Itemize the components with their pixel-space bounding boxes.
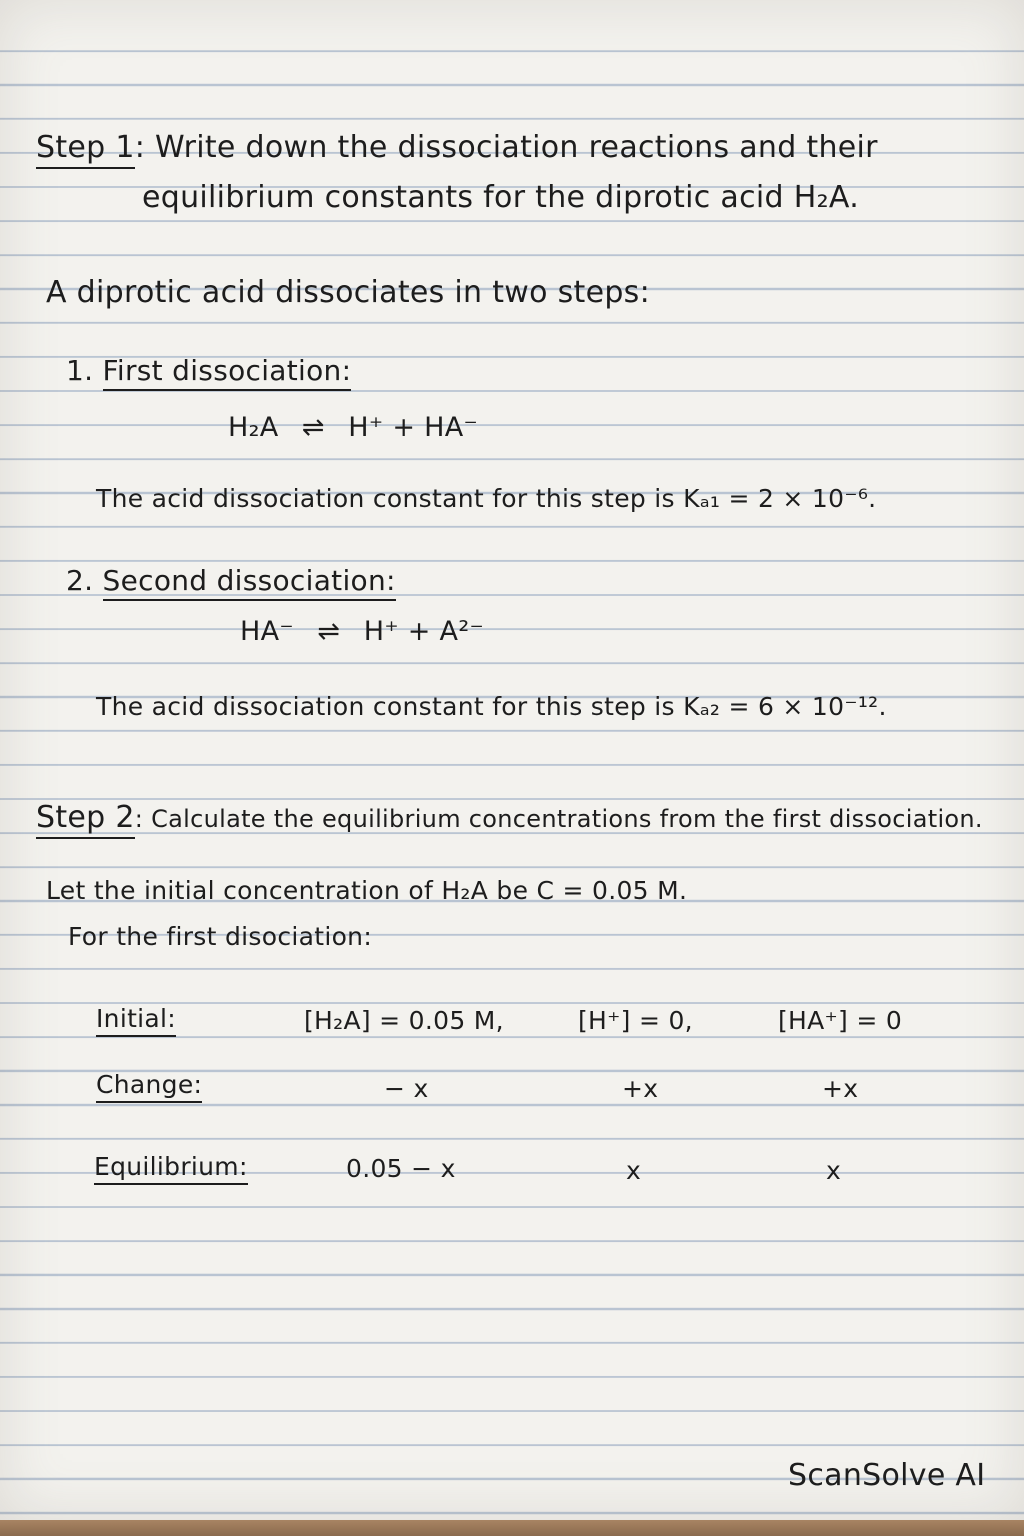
step1-title-line1: Write down the dissociation reactions and their [154,130,878,165]
first-reaction-left: H₂A [228,412,279,443]
first-heading-label: First dissociation: [103,354,352,391]
ice-change-h: +x [622,1074,659,1103]
intro-text: A diprotic acid dissociates in two steps: [46,275,651,310]
first-reaction [228,412,478,443]
step2-title: Calculate the equilibrium concentrations from the first dissociation. [151,805,983,833]
first-number: 1. [66,354,94,387]
step2-label: Step 2 [36,800,135,839]
for-line: For the first disociation: [68,922,373,951]
ice-change-ha: +x [822,1074,859,1103]
let-line: Let the initial concentration of H₂A be C = 0.05 M. [46,876,688,905]
second-reaction-right: H⁺ + A²⁻ [363,616,485,647]
ice-initial-ha: [HA⁺] = 0 [778,1006,903,1035]
step1-title-line2: equilibrium constants for the diprotic acid H₂A. [142,180,860,215]
step1-label: Step 1 [36,130,135,169]
ice-label-initial: Initial: [96,1004,176,1037]
equilibrium-arrow-icon: ⇌ [317,616,341,647]
first-dissociation-heading [66,354,351,387]
desk-surface [0,1520,1024,1536]
ice-label-equilibrium: Equilibrium: [94,1152,248,1185]
second-heading-label: Second dissociation: [103,564,396,601]
second-reaction-left: HA⁻ [240,616,294,647]
ice-initial-h2a: [H₂A] = 0.05 M, [304,1006,504,1035]
ice-equilibrium-h2a: 0.05 − x [346,1154,456,1183]
second-reaction [240,616,484,647]
equilibrium-arrow-icon: ⇌ [301,412,325,443]
first-reaction-right: H⁺ + HA⁻ [348,412,479,443]
step2-heading: Step 2: Calculate the equilibrium concentrations from the first dissociation. [36,800,983,835]
second-number: 2. [66,564,94,597]
step1-heading: Step 1: Write down the dissociation reactions and their [36,130,878,165]
ice-label-change: Change: [96,1070,202,1103]
first-constant-text: The acid dissociation constant for this step is Kₐ₁ = 2 × 10⁻⁶. [96,484,877,513]
ice-change-h2a: − x [384,1074,429,1103]
second-constant-text: The acid dissociation constant for this step is Kₐ₂ = 6 × 10⁻¹². [96,692,887,721]
ice-equilibrium-h: x [626,1156,642,1185]
ice-initial-h: [H⁺] = 0, [578,1006,693,1035]
scansolve-watermark: ScanSolve AI [788,1458,986,1493]
ice-equilibrium-ha: x [826,1156,842,1185]
second-dissociation-heading [66,564,396,597]
